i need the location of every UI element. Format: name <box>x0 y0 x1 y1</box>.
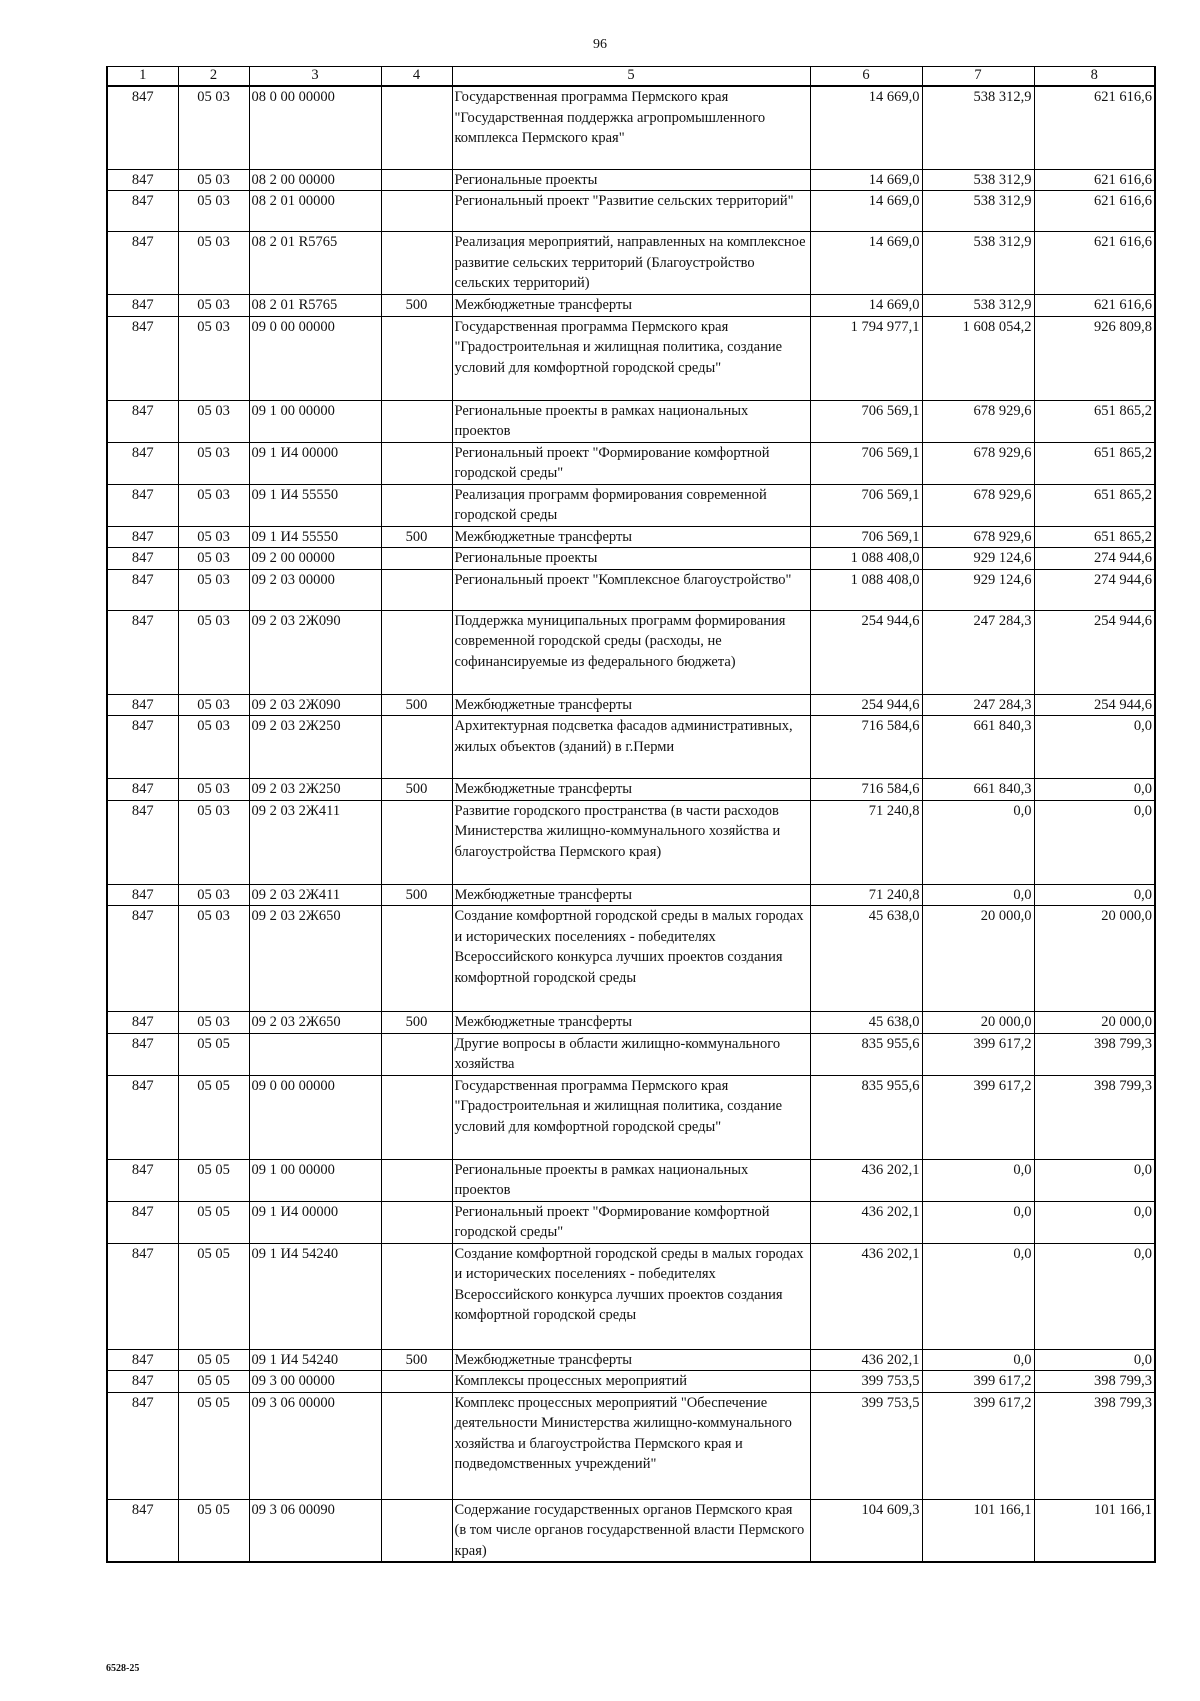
description-cell: Межбюджетные трансферты <box>452 1349 810 1371</box>
expense-type-cell <box>381 1033 452 1075</box>
target-article-cell: 09 1 И4 54240 <box>249 1349 381 1371</box>
expense-type-cell <box>381 548 452 570</box>
section-cell: 05 03 <box>178 191 249 232</box>
code-admin-cell: 847 <box>107 1349 178 1371</box>
code-admin-cell: 847 <box>107 1371 178 1393</box>
page-number: 96 <box>593 37 607 52</box>
amount-year2-cell: 538 312,9 <box>922 295 1034 317</box>
column-header: 8 <box>1034 67 1155 87</box>
table-row <box>107 716 1155 779</box>
amount-year1-cell: 14 669,0 <box>810 191 922 232</box>
code-admin-cell: 847 <box>107 484 178 526</box>
section-cell: 05 03 <box>178 906 249 1012</box>
amount-year3-cell: 254 944,6 <box>1034 610 1155 694</box>
column-header: 4 <box>381 67 452 87</box>
amount-year1-cell: 14 669,0 <box>810 169 922 191</box>
expense-type-cell <box>381 1201 452 1243</box>
amount-year2-cell: 678 929,6 <box>922 484 1034 526</box>
table-row <box>107 232 1155 295</box>
description-cell: Поддержка муниципальных программ формирования современной городской среды (расходы, не софинансируемые из федерального бюджета) <box>452 610 810 694</box>
table-row <box>107 1371 1155 1393</box>
table-row <box>107 1349 1155 1371</box>
section-cell: 05 03 <box>178 316 249 400</box>
section-cell: 05 03 <box>178 526 249 548</box>
amount-year3-cell: 0,0 <box>1034 716 1155 779</box>
table-row <box>107 442 1155 484</box>
amount-year3-cell: 926 809,8 <box>1034 316 1155 400</box>
description-cell: Содержание государственных органов Пермского края (в том числе органов государственной власти Пермского края) <box>452 1499 810 1562</box>
amount-year1-cell: 436 202,1 <box>810 1159 922 1201</box>
amount-year3-cell: 0,0 <box>1034 800 1155 884</box>
expense-type-cell <box>381 569 452 610</box>
description-cell: Региональные проекты в рамках национальных проектов <box>452 1159 810 1201</box>
amount-year2-cell: 0,0 <box>922 884 1034 906</box>
document-code: 6528-25 <box>106 1663 140 1674</box>
section-cell: 05 03 <box>178 548 249 570</box>
code-admin-cell: 847 <box>107 800 178 884</box>
target-article-cell: 09 1 И4 55550 <box>249 484 381 526</box>
table-row <box>107 1392 1155 1499</box>
section-cell: 05 03 <box>178 400 249 442</box>
description-cell: Межбюджетные трансферты <box>452 884 810 906</box>
amount-year3-cell: 0,0 <box>1034 884 1155 906</box>
code-admin-cell: 847 <box>107 1012 178 1034</box>
table-row <box>107 295 1155 317</box>
target-article-cell: 08 2 00 00000 <box>249 169 381 191</box>
code-admin-cell: 847 <box>107 232 178 295</box>
amount-year3-cell: 0,0 <box>1034 779 1155 801</box>
amount-year2-cell: 0,0 <box>922 1349 1034 1371</box>
amount-year1-cell: 254 944,6 <box>810 610 922 694</box>
amount-year2-cell: 101 166,1 <box>922 1499 1034 1562</box>
amount-year2-cell: 538 312,9 <box>922 169 1034 191</box>
description-cell: Реализация мероприятий, направленных на комплексное развитие сельских территорий (Благоустройство сельских территорий) <box>452 232 810 295</box>
description-cell: Региональный проект "Развитие сельских территорий" <box>452 191 810 232</box>
target-article-cell: 09 3 06 00000 <box>249 1392 381 1499</box>
amount-year1-cell: 835 955,6 <box>810 1075 922 1159</box>
section-cell: 05 03 <box>178 295 249 317</box>
amount-year1-cell: 436 202,1 <box>810 1349 922 1371</box>
amount-year3-cell: 20 000,0 <box>1034 906 1155 1012</box>
table-row <box>107 1012 1155 1034</box>
expense-type-cell <box>381 716 452 779</box>
amount-year1-cell: 45 638,0 <box>810 1012 922 1034</box>
description-cell: Архитектурная подсветка фасадов административных, жилых объектов (зданий) в г.Перми <box>452 716 810 779</box>
target-article-cell: 09 1 И4 00000 <box>249 1201 381 1243</box>
table-row <box>107 610 1155 694</box>
column-header: 3 <box>249 67 381 87</box>
expense-type-cell <box>381 232 452 295</box>
description-cell: Другие вопросы в области жилищно-коммунального хозяйства <box>452 1033 810 1075</box>
expense-type-cell: 500 <box>381 526 452 548</box>
column-header: 2 <box>178 67 249 87</box>
section-cell: 05 03 <box>178 1012 249 1034</box>
code-admin-cell: 847 <box>107 716 178 779</box>
table-row <box>107 169 1155 191</box>
table-row <box>107 694 1155 716</box>
table-row <box>107 1499 1155 1562</box>
amount-year2-cell: 20 000,0 <box>922 1012 1034 1034</box>
table-row <box>107 1159 1155 1201</box>
code-admin-cell: 847 <box>107 1392 178 1499</box>
amount-year2-cell: 661 840,3 <box>922 779 1034 801</box>
description-cell: Государственная программа Пермского края "Градостроительная и жилищная политика, создание условий для комфортной городской среды" <box>452 1075 810 1159</box>
code-admin-cell: 847 <box>107 442 178 484</box>
amount-year2-cell: 399 617,2 <box>922 1075 1034 1159</box>
expense-type-cell <box>381 191 452 232</box>
section-cell: 05 05 <box>178 1349 249 1371</box>
amount-year1-cell: 716 584,6 <box>810 779 922 801</box>
amount-year3-cell: 621 616,6 <box>1034 86 1155 169</box>
section-cell: 05 03 <box>178 442 249 484</box>
target-article-cell: 09 3 06 00090 <box>249 1499 381 1562</box>
code-admin-cell: 847 <box>107 779 178 801</box>
amount-year2-cell: 538 312,9 <box>922 191 1034 232</box>
section-cell: 05 05 <box>178 1075 249 1159</box>
table-row <box>107 1033 1155 1075</box>
target-article-cell: 09 2 00 00000 <box>249 548 381 570</box>
amount-year3-cell: 274 944,6 <box>1034 548 1155 570</box>
table-row <box>107 1201 1155 1243</box>
section-cell: 05 03 <box>178 232 249 295</box>
table-row <box>107 316 1155 400</box>
amount-year1-cell: 14 669,0 <box>810 86 922 169</box>
amount-year2-cell: 247 284,3 <box>922 694 1034 716</box>
amount-year2-cell: 399 617,2 <box>922 1371 1034 1393</box>
description-cell: Межбюджетные трансферты <box>452 295 810 317</box>
column-header: 1 <box>107 67 178 87</box>
target-article-cell: 08 0 00 00000 <box>249 86 381 169</box>
target-article-cell: 09 1 И4 00000 <box>249 442 381 484</box>
target-article-cell: 09 2 03 2Ж090 <box>249 610 381 694</box>
section-cell: 05 03 <box>178 610 249 694</box>
code-admin-cell: 847 <box>107 1243 178 1349</box>
amount-year1-cell: 1 088 408,0 <box>810 569 922 610</box>
amount-year1-cell: 399 753,5 <box>810 1371 922 1393</box>
amount-year1-cell: 706 569,1 <box>810 400 922 442</box>
amount-year1-cell: 436 202,1 <box>810 1243 922 1349</box>
amount-year2-cell: 399 617,2 <box>922 1033 1034 1075</box>
section-cell: 05 05 <box>178 1499 249 1562</box>
table-row <box>107 1075 1155 1159</box>
code-admin-cell: 847 <box>107 1499 178 1562</box>
section-cell: 05 03 <box>178 169 249 191</box>
expense-type-cell <box>381 1392 452 1499</box>
code-admin-cell: 847 <box>107 295 178 317</box>
table-row <box>107 569 1155 610</box>
table-row <box>107 779 1155 801</box>
target-article-cell: 09 1 И4 54240 <box>249 1243 381 1349</box>
description-cell: Межбюджетные трансферты <box>452 694 810 716</box>
target-article-cell: 09 2 03 2Ж650 <box>249 1012 381 1034</box>
code-admin-cell: 847 <box>107 526 178 548</box>
section-cell: 05 03 <box>178 484 249 526</box>
expense-type-cell <box>381 1243 452 1349</box>
amount-year1-cell: 71 240,8 <box>810 884 922 906</box>
expense-type-cell <box>381 610 452 694</box>
code-admin-cell: 847 <box>107 400 178 442</box>
amount-year2-cell: 399 617,2 <box>922 1392 1034 1499</box>
expense-type-cell <box>381 169 452 191</box>
section-cell: 05 05 <box>178 1159 249 1201</box>
table-row <box>107 400 1155 442</box>
expense-type-cell <box>381 1075 452 1159</box>
amount-year1-cell: 399 753,5 <box>810 1392 922 1499</box>
budget-table <box>106 66 1156 1563</box>
table-row <box>107 86 1155 169</box>
description-cell: Региональный проект "Комплексное благоустройство" <box>452 569 810 610</box>
code-admin-cell: 847 <box>107 169 178 191</box>
description-cell: Региональный проект "Формирование комфортной городской среды" <box>452 1201 810 1243</box>
table-header <box>107 67 1155 87</box>
expense-type-cell: 500 <box>381 295 452 317</box>
amount-year1-cell: 254 944,6 <box>810 694 922 716</box>
code-admin-cell: 847 <box>107 1159 178 1201</box>
description-cell: Создание комфортной городской среды в малых городах и исторических поселениях - победителях Всероссийского конкурса лучших проектов создания комфортной городской среды <box>452 906 810 1012</box>
table-row <box>107 1243 1155 1349</box>
target-article-cell: 09 1 И4 55550 <box>249 526 381 548</box>
description-cell: Комплекс процессных мероприятий "Обеспечение деятельности Министерства жилищно-коммунального хозяйства и благоустройства Пермского края и подведомственных учреждений" <box>452 1392 810 1499</box>
column-header: 5 <box>452 67 810 87</box>
table-row <box>107 526 1155 548</box>
target-article-cell: 09 0 00 00000 <box>249 1075 381 1159</box>
section-cell: 05 03 <box>178 694 249 716</box>
table-row <box>107 800 1155 884</box>
amount-year2-cell: 0,0 <box>922 1201 1034 1243</box>
amount-year3-cell: 621 616,6 <box>1034 232 1155 295</box>
table-body <box>107 86 1155 1562</box>
amount-year1-cell: 706 569,1 <box>810 526 922 548</box>
target-article-cell: 09 2 03 2Ж411 <box>249 800 381 884</box>
description-cell: Комплексы процессных мероприятий <box>452 1371 810 1393</box>
code-admin-cell: 847 <box>107 610 178 694</box>
amount-year2-cell: 929 124,6 <box>922 569 1034 610</box>
description-cell: Государственная программа Пермского края "Государственная поддержка агропромышленного комплекса Пермского края" <box>452 86 810 169</box>
section-cell: 05 05 <box>178 1392 249 1499</box>
amount-year2-cell: 661 840,3 <box>922 716 1034 779</box>
expense-type-cell: 500 <box>381 694 452 716</box>
code-admin-cell: 847 <box>107 1033 178 1075</box>
amount-year3-cell: 651 865,2 <box>1034 526 1155 548</box>
description-cell: Региональный проект "Формирование комфортной городской среды" <box>452 442 810 484</box>
amount-year1-cell: 706 569,1 <box>810 442 922 484</box>
expense-type-cell <box>381 1499 452 1562</box>
amount-year3-cell: 398 799,3 <box>1034 1033 1155 1075</box>
amount-year2-cell: 678 929,6 <box>922 400 1034 442</box>
table-row <box>107 884 1155 906</box>
amount-year3-cell: 254 944,6 <box>1034 694 1155 716</box>
table-row <box>107 484 1155 526</box>
section-cell: 05 03 <box>178 569 249 610</box>
column-header: 6 <box>810 67 922 87</box>
amount-year1-cell: 14 669,0 <box>810 232 922 295</box>
section-cell: 05 03 <box>178 884 249 906</box>
amount-year2-cell: 0,0 <box>922 1243 1034 1349</box>
description-cell: Государственная программа Пермского края "Градостроительная и жилищная политика, создание условий для комфортной городской среды" <box>452 316 810 400</box>
code-admin-cell: 847 <box>107 884 178 906</box>
code-admin-cell: 847 <box>107 316 178 400</box>
target-article-cell: 09 3 00 00000 <box>249 1371 381 1393</box>
amount-year3-cell: 274 944,6 <box>1034 569 1155 610</box>
target-article-cell: 09 2 03 2Ж090 <box>249 694 381 716</box>
amount-year2-cell: 538 312,9 <box>922 86 1034 169</box>
amount-year1-cell: 835 955,6 <box>810 1033 922 1075</box>
code-admin-cell: 847 <box>107 1201 178 1243</box>
column-header: 7 <box>922 67 1034 87</box>
target-article-cell: 09 1 00 00000 <box>249 1159 381 1201</box>
code-admin-cell: 847 <box>107 86 178 169</box>
code-admin-cell: 847 <box>107 569 178 610</box>
code-admin-cell: 847 <box>107 906 178 1012</box>
amount-year2-cell: 678 929,6 <box>922 442 1034 484</box>
section-cell: 05 03 <box>178 86 249 169</box>
section-cell: 05 05 <box>178 1243 249 1349</box>
section-cell: 05 03 <box>178 779 249 801</box>
table-row <box>107 906 1155 1012</box>
amount-year3-cell: 621 616,6 <box>1034 295 1155 317</box>
amount-year3-cell: 398 799,3 <box>1034 1392 1155 1499</box>
expense-type-cell <box>381 484 452 526</box>
expense-type-cell <box>381 1371 452 1393</box>
amount-year3-cell: 101 166,1 <box>1034 1499 1155 1562</box>
amount-year2-cell: 20 000,0 <box>922 906 1034 1012</box>
expense-type-cell <box>381 86 452 169</box>
amount-year3-cell: 0,0 <box>1034 1201 1155 1243</box>
target-article-cell: 08 2 01 R5765 <box>249 295 381 317</box>
expense-type-cell: 500 <box>381 884 452 906</box>
code-admin-cell: 847 <box>107 191 178 232</box>
amount-year3-cell: 20 000,0 <box>1034 1012 1155 1034</box>
amount-year1-cell: 716 584,6 <box>810 716 922 779</box>
description-cell: Региональные проекты в рамках национальных проектов <box>452 400 810 442</box>
table-row <box>107 548 1155 570</box>
target-article-cell: 08 2 01 00000 <box>249 191 381 232</box>
description-cell: Межбюджетные трансферты <box>452 1012 810 1034</box>
target-article-cell: 09 2 03 2Ж411 <box>249 884 381 906</box>
amount-year2-cell: 0,0 <box>922 1159 1034 1201</box>
expense-type-cell <box>381 400 452 442</box>
amount-year3-cell: 651 865,2 <box>1034 484 1155 526</box>
section-cell: 05 03 <box>178 800 249 884</box>
code-admin-cell: 847 <box>107 1075 178 1159</box>
amount-year1-cell: 14 669,0 <box>810 295 922 317</box>
code-admin-cell: 847 <box>107 694 178 716</box>
amount-year2-cell: 1 608 054,2 <box>922 316 1034 400</box>
amount-year3-cell: 621 616,6 <box>1034 191 1155 232</box>
description-cell: Региональные проекты <box>452 548 810 570</box>
amount-year1-cell: 45 638,0 <box>810 906 922 1012</box>
amount-year3-cell: 0,0 <box>1034 1243 1155 1349</box>
amount-year2-cell: 538 312,9 <box>922 232 1034 295</box>
expense-type-cell <box>381 1159 452 1201</box>
amount-year3-cell: 0,0 <box>1034 1349 1155 1371</box>
target-article-cell: 09 2 03 2Ж650 <box>249 906 381 1012</box>
amount-year1-cell: 104 609,3 <box>810 1499 922 1562</box>
code-admin-cell: 847 <box>107 548 178 570</box>
section-cell: 05 05 <box>178 1371 249 1393</box>
expense-type-cell: 500 <box>381 1012 452 1034</box>
expense-type-cell: 500 <box>381 779 452 801</box>
target-article-cell <box>249 1033 381 1075</box>
amount-year2-cell: 0,0 <box>922 800 1034 884</box>
description-cell: Реализация программ формирования современной городской среды <box>452 484 810 526</box>
amount-year3-cell: 398 799,3 <box>1034 1371 1155 1393</box>
expense-type-cell: 500 <box>381 1349 452 1371</box>
target-article-cell: 09 2 03 00000 <box>249 569 381 610</box>
target-article-cell: 09 2 03 2Ж250 <box>249 716 381 779</box>
amount-year2-cell: 929 124,6 <box>922 548 1034 570</box>
amount-year3-cell: 398 799,3 <box>1034 1075 1155 1159</box>
amount-year1-cell: 1 088 408,0 <box>810 548 922 570</box>
amount-year1-cell: 436 202,1 <box>810 1201 922 1243</box>
section-cell: 05 05 <box>178 1201 249 1243</box>
expense-type-cell <box>381 906 452 1012</box>
amount-year3-cell: 0,0 <box>1034 1159 1155 1201</box>
target-article-cell: 09 1 00 00000 <box>249 400 381 442</box>
amount-year1-cell: 71 240,8 <box>810 800 922 884</box>
amount-year2-cell: 247 284,3 <box>922 610 1034 694</box>
expense-type-cell <box>381 442 452 484</box>
target-article-cell: 08 2 01 R5765 <box>249 232 381 295</box>
target-article-cell: 09 2 03 2Ж250 <box>249 779 381 801</box>
description-cell: Региональные проекты <box>452 169 810 191</box>
target-article-cell: 09 0 00 00000 <box>249 316 381 400</box>
amount-year2-cell: 678 929,6 <box>922 526 1034 548</box>
amount-year1-cell: 1 794 977,1 <box>810 316 922 400</box>
description-cell: Межбюджетные трансферты <box>452 779 810 801</box>
description-cell: Развитие городского пространства (в части расходов Министерства жилищно-коммунального хозяйства и благоустройства Пермского края) <box>452 800 810 884</box>
section-cell: 05 05 <box>178 1033 249 1075</box>
section-cell: 05 03 <box>178 716 249 779</box>
amount-year3-cell: 651 865,2 <box>1034 442 1155 484</box>
table-row <box>107 191 1155 232</box>
expense-type-cell <box>381 800 452 884</box>
description-cell: Создание комфортной городской среды в малых городах и исторических поселениях - победителях Всероссийского конкурса лучших проектов создания комфортной городской среды <box>452 1243 810 1349</box>
description-cell: Межбюджетные трансферты <box>452 526 810 548</box>
expense-type-cell <box>381 316 452 400</box>
amount-year1-cell: 706 569,1 <box>810 484 922 526</box>
amount-year3-cell: 651 865,2 <box>1034 400 1155 442</box>
amount-year3-cell: 621 616,6 <box>1034 169 1155 191</box>
